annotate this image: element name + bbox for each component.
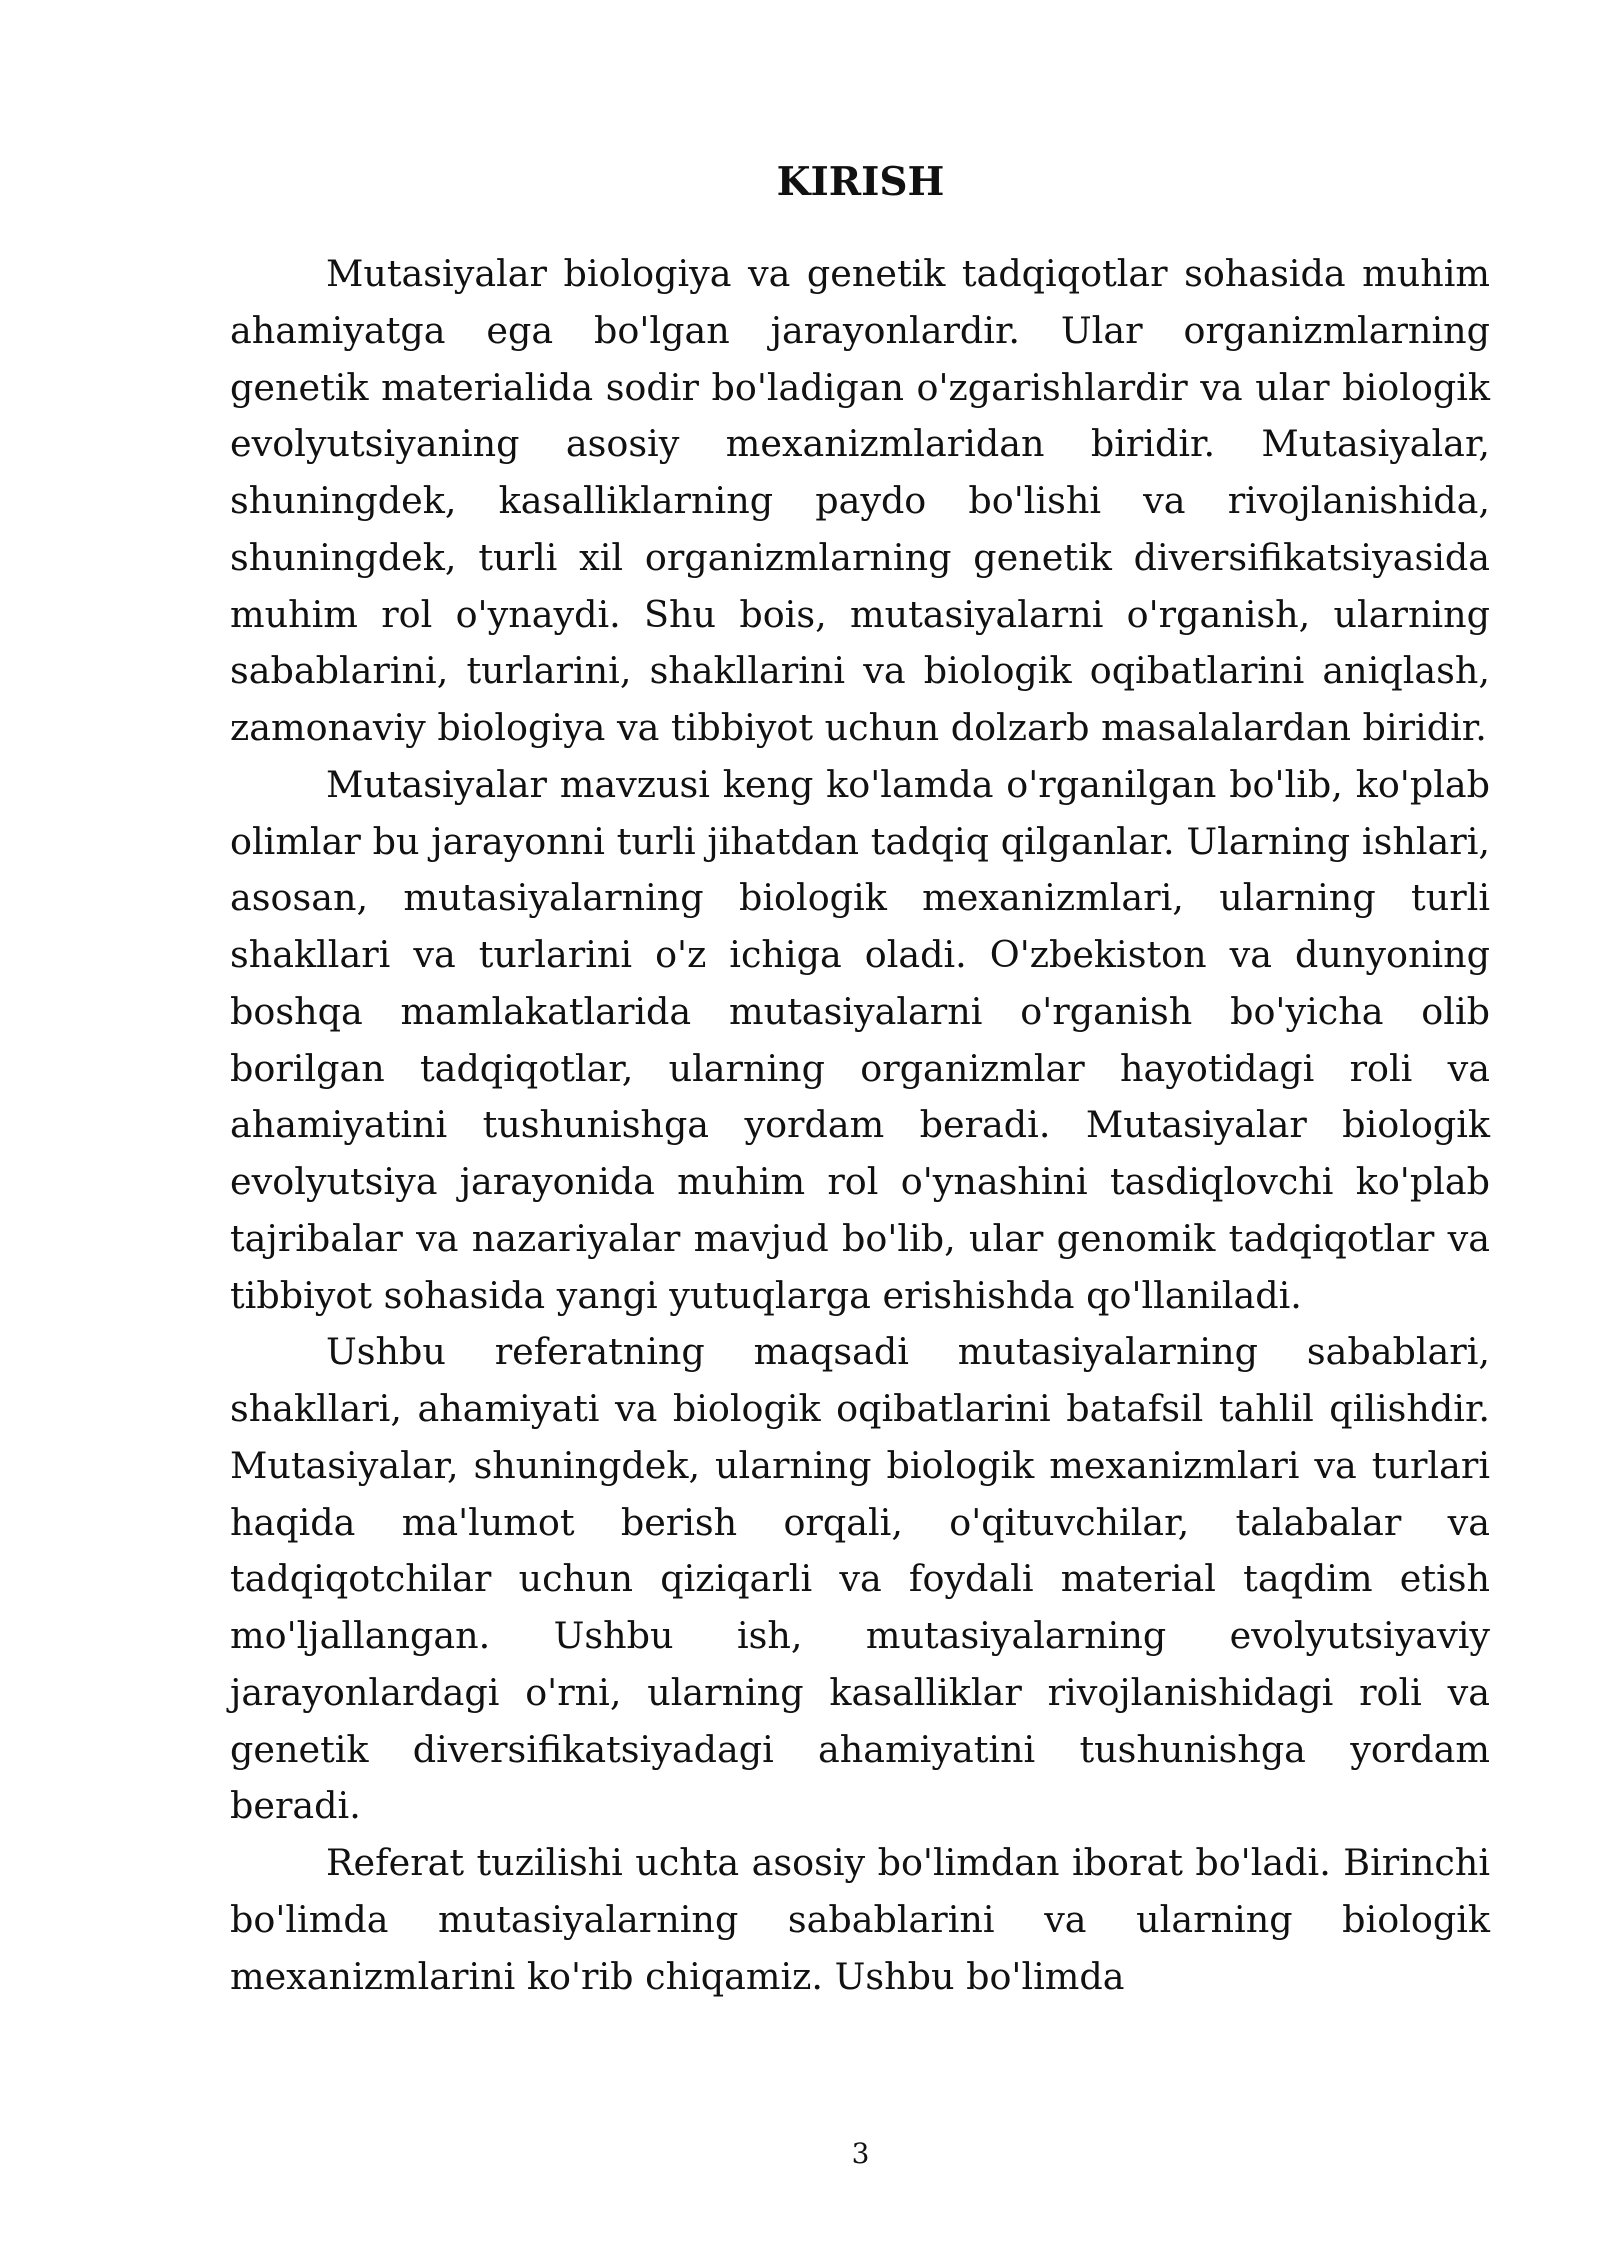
body-text bbox=[230, 246, 1490, 2005]
paragraph-4: Referat tuzilishi uchta asosiy bo'limdan iborat bo'ladi. Birinchi bo'limda mutasiyalarning sabablarini va ularning biologik mexanizmlarini ko'rib chiqamiz. Ushbu bo'limda bbox=[230, 1841, 1490, 1998]
paragraph-1: Mutasiyalar biologiya va genetik tadqiqotlar sohasida muhim ahamiyatga ega bo'lgan jarayonlardir. Ular organizmlarning genetik materialida sodir bo'ladigan o'zgarishlardir va ular biologik evolyutsiyaning asosiy mexanizmlaridan biridir. Mutasiyalar, shuningdek, kasalliklarning paydo bo'lishi va rivojlanishida, shuningdek, turli xil organizmlarning genetik diversifikatsiyasida muhim rol o'ynaydi. Shu bois, mutasiyalarni o'rganish, ularning sabablarini, turlarini, shakllarini va biologik oqibatlarini aniqlash, zamonaviy biologiya va tibbiyot uchun dolzarb masalalardan biridir. bbox=[230, 252, 1490, 749]
paragraph-2: Mutasiyalar mavzusi keng ko'lamda o'rganilgan bo'lib, ko'plab olimlar bu jarayonni turli jihatdan tadqiq qilganlar. Ularning ishlari, asosan, mutasiyalarning biologik mexanizmlari, ularning turli shakllari va turlarini o'z ichiga oladi. O'zbekiston va dunyoning boshqa mamlakatlarida mutasiyalarni o'rganish bo'yicha olib borilgan tadqiqotlar, ularning organizmlar hayotidagi roli va ahamiyatini tushunishga yordam beradi. Mutasiyalar biologik evolyutsiya jarayonida muhim rol o'ynashini tasdiqlovchi ko'plab tajribalar va nazariyalar mavjud bo'lib, ular genomik tadqiqotlar va tibbiyot sohasida yangi yutuqlarga erishishda qo'llaniladi. bbox=[230, 762, 1490, 1317]
section-title: KIRISH bbox=[776, 159, 945, 205]
paragraph-3: Ushbu referatning maqsadi mutasiyalarning sabablari, shakllari, ahamiyati va biologik oqibatlarini batafsil tahlil qilishdir. Mutasiyalar, shuningdek, ularning biologik mexanizmlari va turlari haqida ma'lumot berish orqali, o'qituvchilar, talabalar va tadqiqotchilar uchun qiziqarli va foydali material taqdim etish mo'ljallangan. Ushbu ish, mutasiyalarning evolyutsiyaviy jarayonlardagi o'rni, ularning kasalliklar rivojlanishidagi roli va genetik diversifikatsiyadagi ahamiyatini tushunishga yordam beradi. bbox=[230, 1330, 1490, 1828]
page-number: 3 bbox=[851, 2137, 870, 2170]
